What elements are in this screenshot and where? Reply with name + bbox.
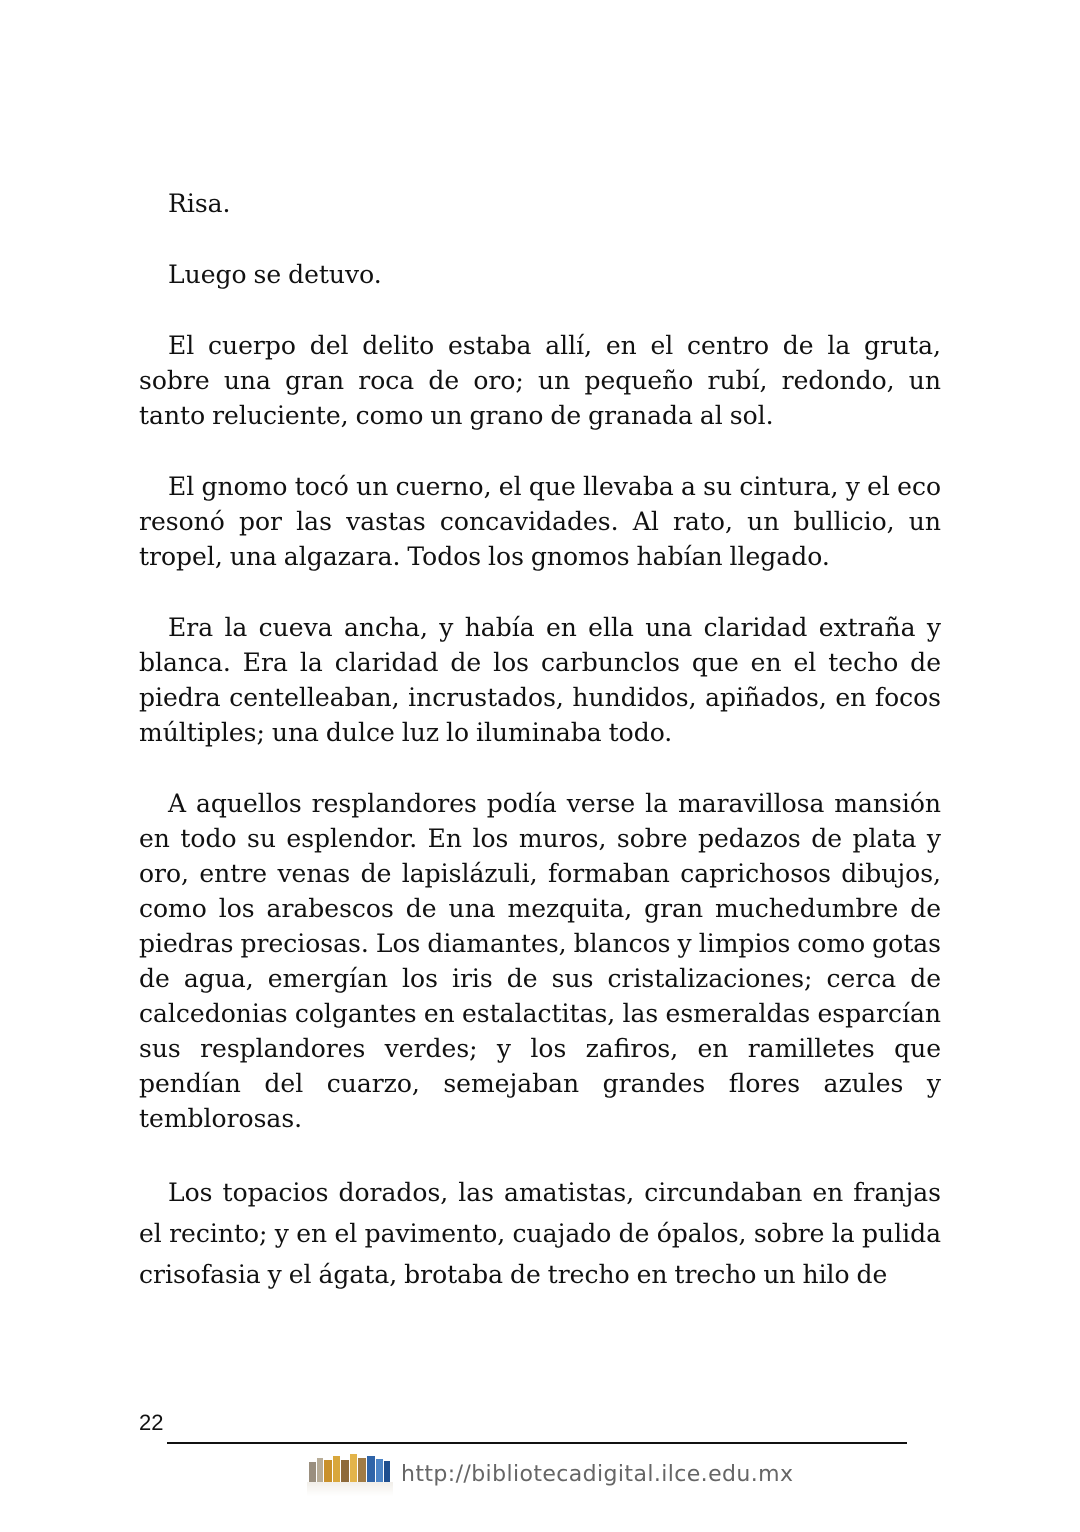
paragraph-topacios: Los topacios dorados, las amatistas, circundaban en franjas el recinto; y en el pavimento, cuajado de ópalos, sobre la pulida crisofasia y el ágata, brotaba de trecho en trecho un hilo de xyxy=(139,1178,941,1289)
paragraph-luego: Luego se detuvo. xyxy=(168,260,382,289)
paragraph-cuerpo-del-delito: El cuerpo del delito estaba allí, en el centro de la gruta, sobre una gran roca de oro; un pequeño rubí, redondo, un tanto reluciente, como un grano de granada al sol. xyxy=(139,331,941,430)
paragraph-gnomo-cuerno: El gnomo tocó un cuerno, el que llevaba a su cintura, y el eco resonó por las vastas concavidades. Al rato, un bullicio, un tropel, una algazara. Todos los gnomos habían llegado. xyxy=(139,472,941,571)
page-body xyxy=(139,186,941,1331)
page-footer xyxy=(139,1408,919,1518)
books-icon xyxy=(307,1448,393,1496)
paragraph-cueva-ancha: Era la cueva ancha, y había en ella una claridad extraña y blanca. Era la claridad de los carbunclos que en el techo de piedra centelleaban, incrustados, hundidos, apiñados, en focos múltiples; una dulce luz lo iluminaba todo. xyxy=(139,613,941,747)
page-number: 22 xyxy=(139,1410,164,1435)
paragraph-risa: Risa. xyxy=(168,189,231,218)
footer-divider xyxy=(167,1442,907,1444)
paragraph-resplandores: A aquellos resplandores podía verse la maravillosa mansión en todo su esplendor. En los muros, sobre pedazos de plata y oro, entre venas de lapislázuli, formaban caprichosos dibujos, como los arabescos de una mezquita, gran muchedumbre de piedras preciosas. Los diamantes, blancos y limpios como gotas de agua, emergían los iris de sus cristalizaciones; cerca de calcedonias colgantes en estalactitas, las esmeraldas esparcían sus resplandores verdes; y los zafiros, en ramilletes que pendían del cuarzo, semejaban grandes flores azules y temblorosas. xyxy=(139,789,941,1133)
footer-url-link[interactable]: http://bibliotecadigital.ilce.edu.mx xyxy=(401,1462,794,1487)
